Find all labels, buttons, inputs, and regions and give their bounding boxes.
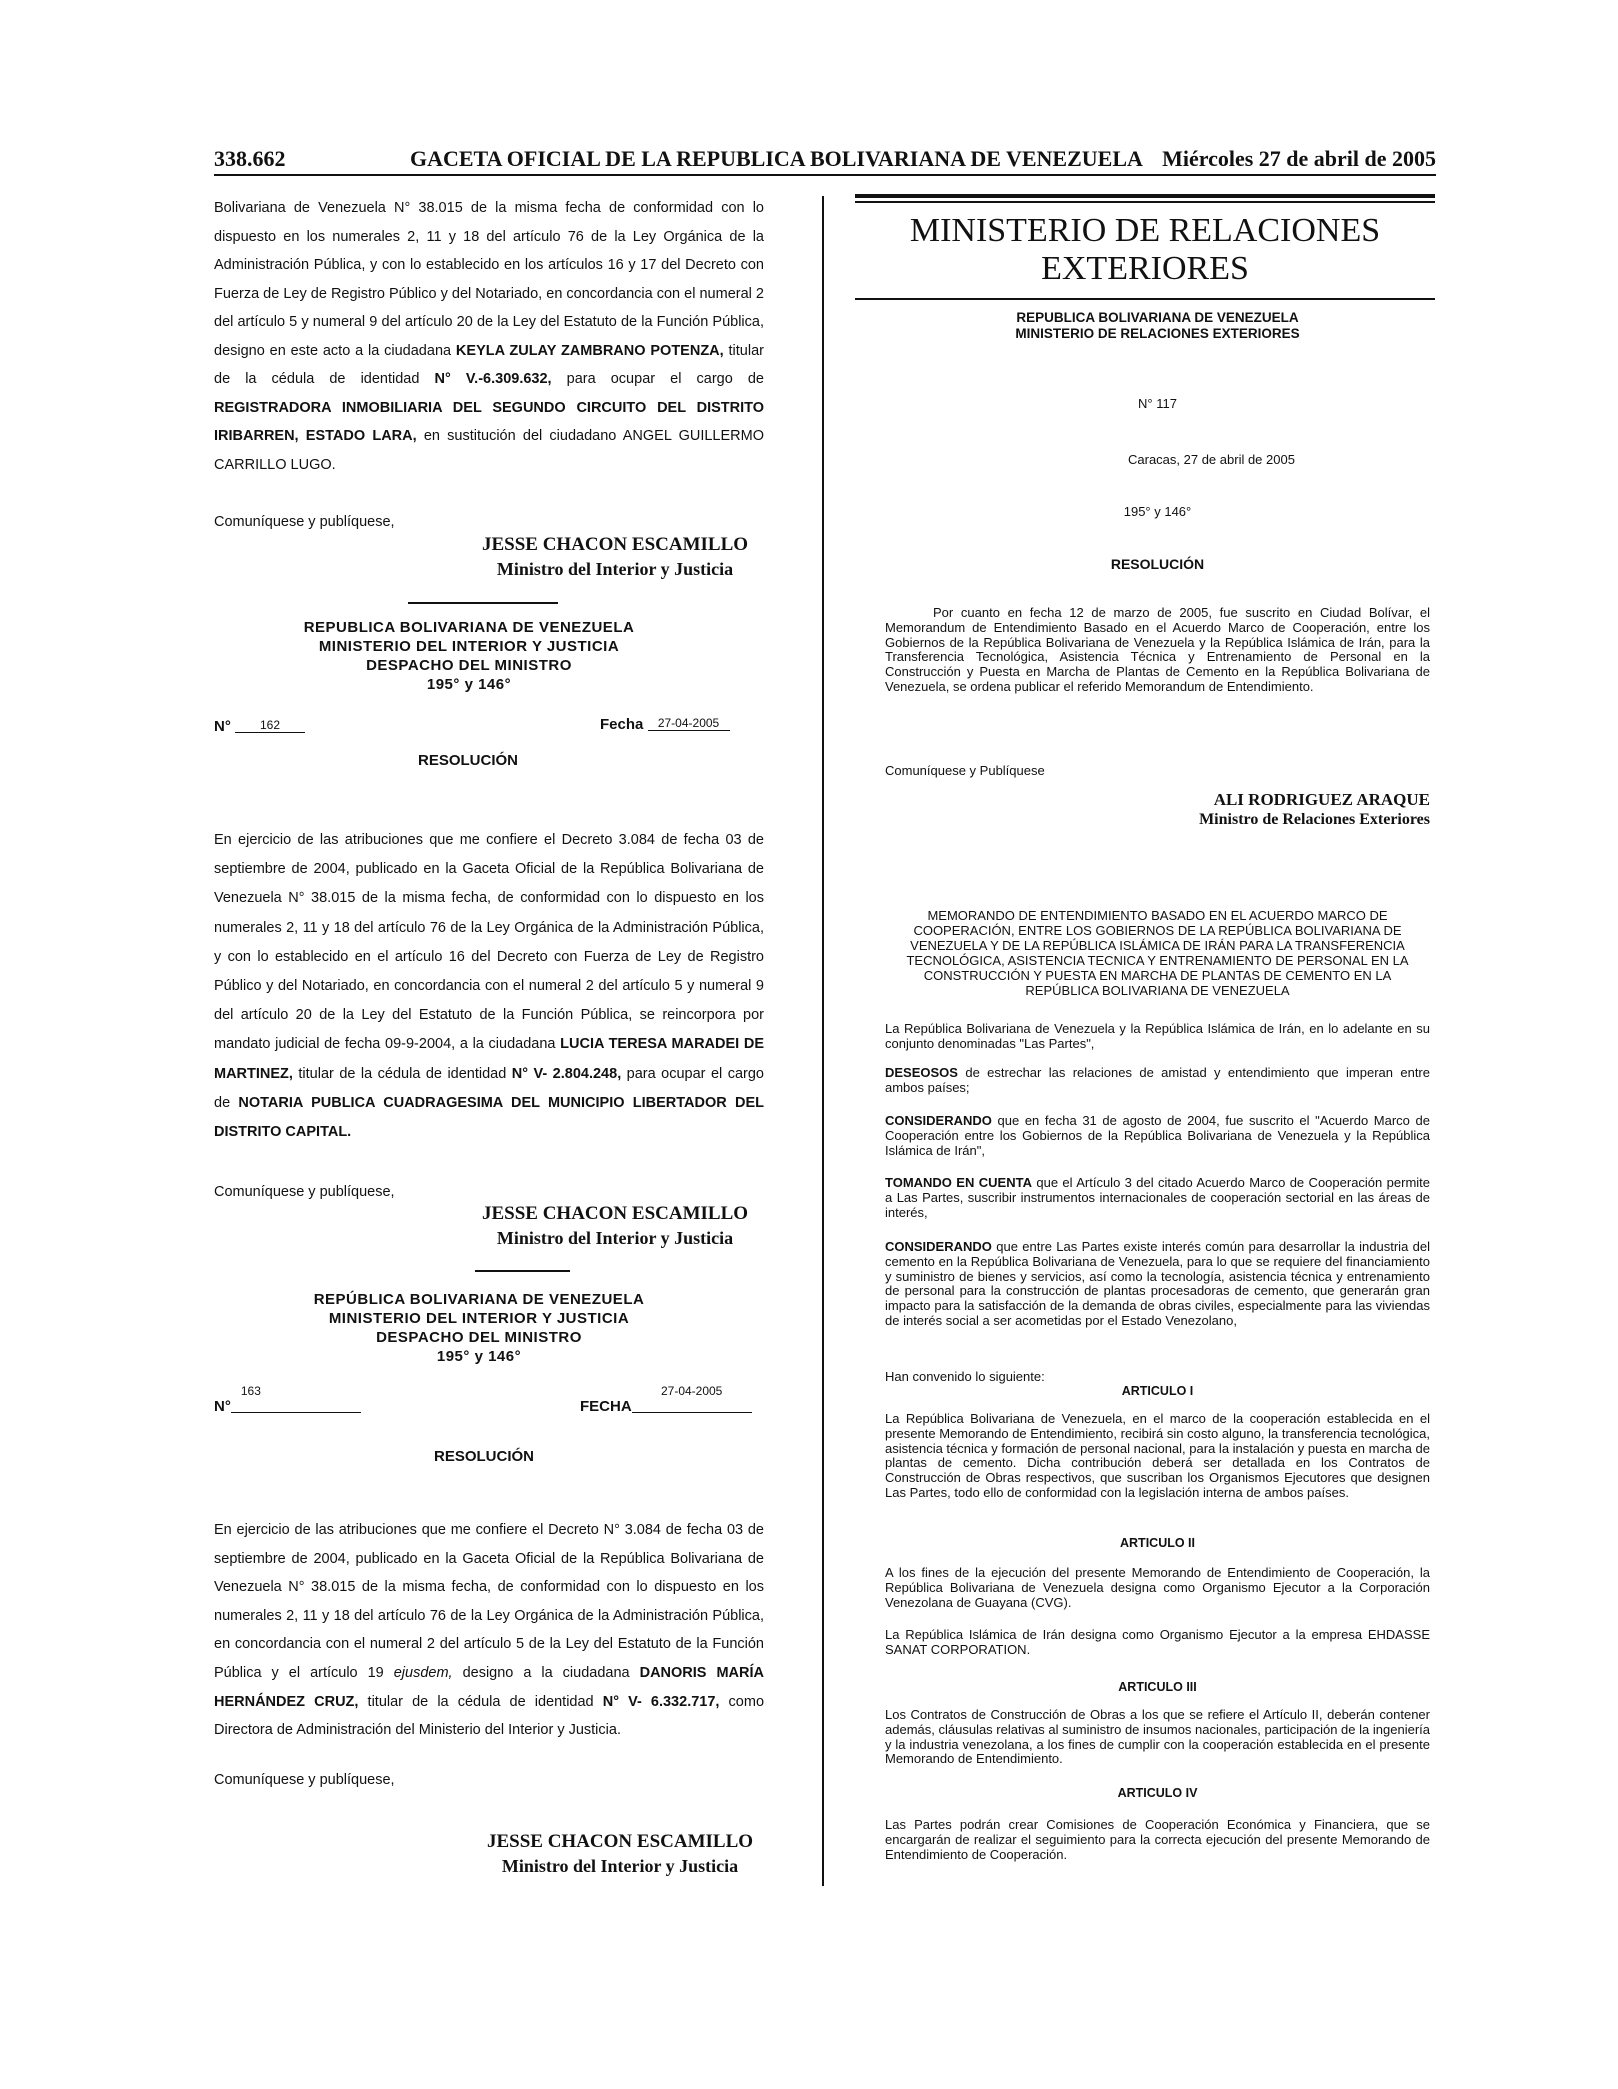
article-title: ARTICULO II [1120,1536,1195,1550]
article-title: ARTICULO III [1118,1680,1197,1694]
section-divider [408,602,558,604]
resolution-number: N° 162 [214,718,305,735]
ministry-title: MINISTERIO DE RELACIONES EXTERIORES [909,212,1381,287]
gazette-date: Miércoles 27 de abril de 2005 [1162,146,1436,171]
years: 195° y 146° [1123,504,1192,519]
article-text: A los fines de la ejecución del presente Memorando de Entendimiento de Cooperación, la República Bolivariana de Venezuela designa como Organismo Ejecutor a la Corporación Venezolana de Guayana (CVG). [885,1565,1430,1610]
resolution-number: N°163 [214,1398,361,1415]
signer-name: JESSE CHACON ESCAMILLO [481,534,749,555]
ministry-rule-bottom [855,298,1435,300]
intro-paragraph: Bolivariana de Venezuela N° 38.015 de la misma fecha de conformidad con lo dispuesto en los numerales 2, 11 y 18 del artículo 76 de la Ley Orgánica de la Administración Pública, y con lo establecido en los artículos 16 y 17 del Decreto con Fuerza de Ley de Registro Público y del Notariado, en concordancia con el numeral 2 del artículo 5 y numeral 9 del artículo 20 de la Ley del Estatuto de la Función Pública, designo en este acto a la ciudadana KEYLA ZULAY ZAMBRANO POTENZA, titular de la cédula de identidad N° V.-6.309.632, para ocupar el cargo de REGISTRADORA INMOBILIARIA DEL SEGUNDO CIRCUITO DEL DISTRITO IRIBARREN, ESTADO LARA, en sustitución del ciudadano ANGEL GUILLERMO CARRILLO LUGO. [214,200,764,473]
memorando-title: MEMORANDO DE ENTENDIMIENTO BASADO EN EL ACUERDO MARCO DE COOPERACIÓN, ENTRE LOS GOBIERNOS DE LA REPÚBLICA BOLIVARIANA DE VENEZUELA Y DE LA REPÚBLICA ISLÁMICA DE IRÁN PARA LA TRANSFERENCIA TECNOLÓGICA, ASISTENCIA TECNICA Y ENTRENAMIENTO DE PERSONAL EN LA CONSTRUCCIÓN Y PUESTA EN MARCHA DE PLANTAS DE CEMENTO EN LA REPÚBLICA BOLIVARIANA DE VENEZUELA [906,908,1409,998]
resolution-number: N° 117 [1138,396,1177,411]
article-text: La República Bolivariana de Venezuela, en el marco de la cooperación establecida en el presente Memorando de Entendimiento, recibirá sin costo alguno, la transferencia tecnológica, asistencia técnica y formación de personal nacional, para la instalación y puesta en marcha de plantas de cemento. Dicha contribución deberá ser detallada en los Contratos de Construcción de Obras respectivos, que suscriban los Organismos Ejecutores que designen Las Partes, todo ello de conformidad con la legislación interna de ambos países. [885,1411,1430,1500]
memorando-paragraph: CONSIDERANDO que en fecha 31 de agosto de 2004, fue suscrito el "Acuerdo Marco de Cooperación entre los Gobiernos de la República Bolivariana de Venezuela y la República Islámica de Irán", [885,1113,1430,1158]
article-title: ARTICULO IV [1117,1786,1198,1800]
signer-name: JESSE CHACON ESCAMILLO [486,1831,754,1852]
signer-title: Ministro del Interior y Justicia [501,1856,739,1876]
article-text: Los Contratos de Construcción de Obras a los que se refiere el Artículo II, deberán contener además, cláusulas relativas al suministro de insumos nacionales, participación de la ingeniería y la industria venezolana, a los fines de cumplir con la cooperación establecida en el presente Memorando de Entendimiento. [885,1707,1430,1767]
resolution-title: RESOLUCIÓN [418,752,519,769]
closing-text: Comuníquese y publíquese, [214,1772,395,1788]
gazette-header [214,144,1436,176]
resolution-162-body: En ejercicio de las atribuciones que me confiere el Decreto 3.084 de fecha 03 de septiembre de 2004, publicado en la Gaceta Oficial de la República Bolivariana de Venezuela N° 38.015 de la misma fecha, de conformidad con lo dispuesto en los numerales 2, 11 y 18 del artículo 76 de la Ley Orgánica de la Administración Pública, y con lo establecido en el artículo 16 del Decreto con Fuerza de Ley de Registro Público y del Notariado, en concordancia con el numeral 2 del artículo 5 y numeral 9 del artículo 20 de la Ley del Estatuto de la Función Pública, se reincorpora por mandato judicial de fecha 09-9-2004, a la ciudadana LUCIA TERESA MARADEI DE MARTINEZ, titular de la cédula de identidad N° V- 2.804.248, para ocupar el cargo de NOTARIA PUBLICA CUADRAGESIMA DEL MUNICIPIO LIBERTADOR DEL DISTRITO CAPITAL. [214,832,764,1141]
memorando-paragraph: TOMANDO EN CUENTA que el Artículo 3 del citado Acuerdo Marco de Cooperación permite a Las Partes, suscribir instrumentos internacionales de cooperación sectorial en las áreas de interés, [885,1175,1431,1220]
signer-name: JESSE CHACON ESCAMILLO [481,1203,749,1224]
place-date: Caracas, 27 de abril de 2005 [1128,452,1295,467]
resolution-date: FECHA27-04-2005 [580,1398,752,1415]
resolution-title: RESOLUCIÓN [434,1448,535,1465]
gazette-title: GACETA OFICIAL DE LA REPUBLICA BOLIVARIANA DE VENEZUELA [410,146,1143,171]
ministry-rule-top [855,194,1435,198]
resolution-117-body: Por cuanto en fecha 12 de marzo de 2005, fue suscrito en Ciudad Bolívar, el Memorandum de Entendimiento Basado en el Acuerdo Marco de Cooperación, entre los Gobiernos de la República Bolivariana de Venezuela y la República Islámica de Irán, para la Transferencia Tecnológica, Asistencia Técnica y Entrenamiento de Personal en la Construcción y Puesta en Marcha de Plantas de Cemento en la República Bolivariana de Venezuela, se ordena publicar el referido Memorandum de Entendimiento. [885,605,1430,694]
resolution-163-body: En ejercicio de las atribuciones que me confiere el Decreto N° 3.084 de fecha 03 de septiembre de 2004, publicado en la Gaceta Oficial de la República Bolivariana de Venezuela N° 38.015 de la misma fecha, de conformidad con lo dispuesto en los numerales 2, 11 y 18 del artículo 76 de la Ley Orgánica de la Administración Pública, en concordancia con el numeral 2 del artículo 5 de la Ley del Estatuto de la Función Pública y el artículo 19 ejusdem, designo a la ciudadana DANORIS MARÍA HERNÁNDEZ CRUZ, titular de la cédula de identidad N° V- 6.332.717, como Directora de Administración del Ministerio del Interior y Justicia. [214,1522,765,1739]
closing-text: Comuníquese y publíquese, [214,514,395,530]
ministry-rule-top [855,201,1435,203]
memorando-intro: La República Bolivariana de Venezuela y la República Islámica de Irán, en lo adelante en su conjunto denominadas "Las Partes", [885,1021,1430,1051]
resolution-163-heading: REPÚBLICA BOLIVARIANA DE VENEZUELA MINISTERIO DEL INTERIOR Y JUSTICIA DESPACHO DEL MINISTRO 195° y 146° [313,1291,645,1365]
resolution-date: Fecha 27-04-2005 [600,716,730,733]
page-number: 338.662 [214,146,286,171]
section-divider [475,1270,570,1272]
article-title: ARTICULO I [1121,1384,1194,1398]
signature-block [470,533,760,581]
signer-title: Ministro de Relaciones Exteriores [1199,811,1430,828]
signer-name: ALI RODRIGUEZ ARAQUE [1213,790,1430,809]
resolution-162-heading: REPUBLICA BOLIVARIANA DE VENEZUELA MINISTERIO DEL INTERIOR Y JUSTICIA DESPACHO DEL MINISTRO 195° y 146° [303,619,635,693]
closing-text: Comuníquese y publíquese, [214,1184,395,1200]
signer-title: Ministro del Interior y Justicia [496,559,734,579]
memorando-paragraph: Han convenido lo siguiente: [885,1369,1045,1384]
closing-text: Comuníquese y Publíquese [885,763,1045,778]
article-text: La República Islámica de Irán designa como Organismo Ejecutor a la empresa EHDASSE SANAT CORPORATION. [885,1627,1430,1657]
column-divider [822,196,824,1886]
ministry-heading: REPUBLICA BOLIVARIANA DE VENEZUELA MINISTERIO DE RELACIONES EXTERIORES [1015,310,1300,341]
signature-block [470,1202,760,1250]
article-text: Las Partes podrán crear Comisiones de Cooperación Económica y Financiera, que se encargarán de realizar el seguimiento para la correcta ejecución del presente Memorando de Entendimiento de Cooperación. [885,1817,1430,1862]
memorando-paragraph: CONSIDERANDO que entre Las Partes existe interés común para desarrollar la industria del cemento en la República Bolivariana de Venezuela, para lo que se requiere del financiamiento y suministro de bienes y servicios, así como la tecnología, asistencia técnica y entrenamiento de personal para la construcción de plantas procesadoras de cemento, que generarán gran impacto para la satisfacción de la demanda de obras civiles, especialmente para las viviendas de interés social a ser acometidas por el Estado Venezolano, [885,1239,1430,1328]
signature-block [475,1830,765,1878]
signature-block [1140,790,1430,830]
resolution-title: RESOLUCIÓN [1110,556,1205,572]
signer-title: Ministro del Interior y Justicia [496,1228,734,1248]
memorando-paragraph: DESEOSOS de estrechar las relaciones de amistad y entendimiento que imperan entre ambos países; [885,1065,1430,1095]
